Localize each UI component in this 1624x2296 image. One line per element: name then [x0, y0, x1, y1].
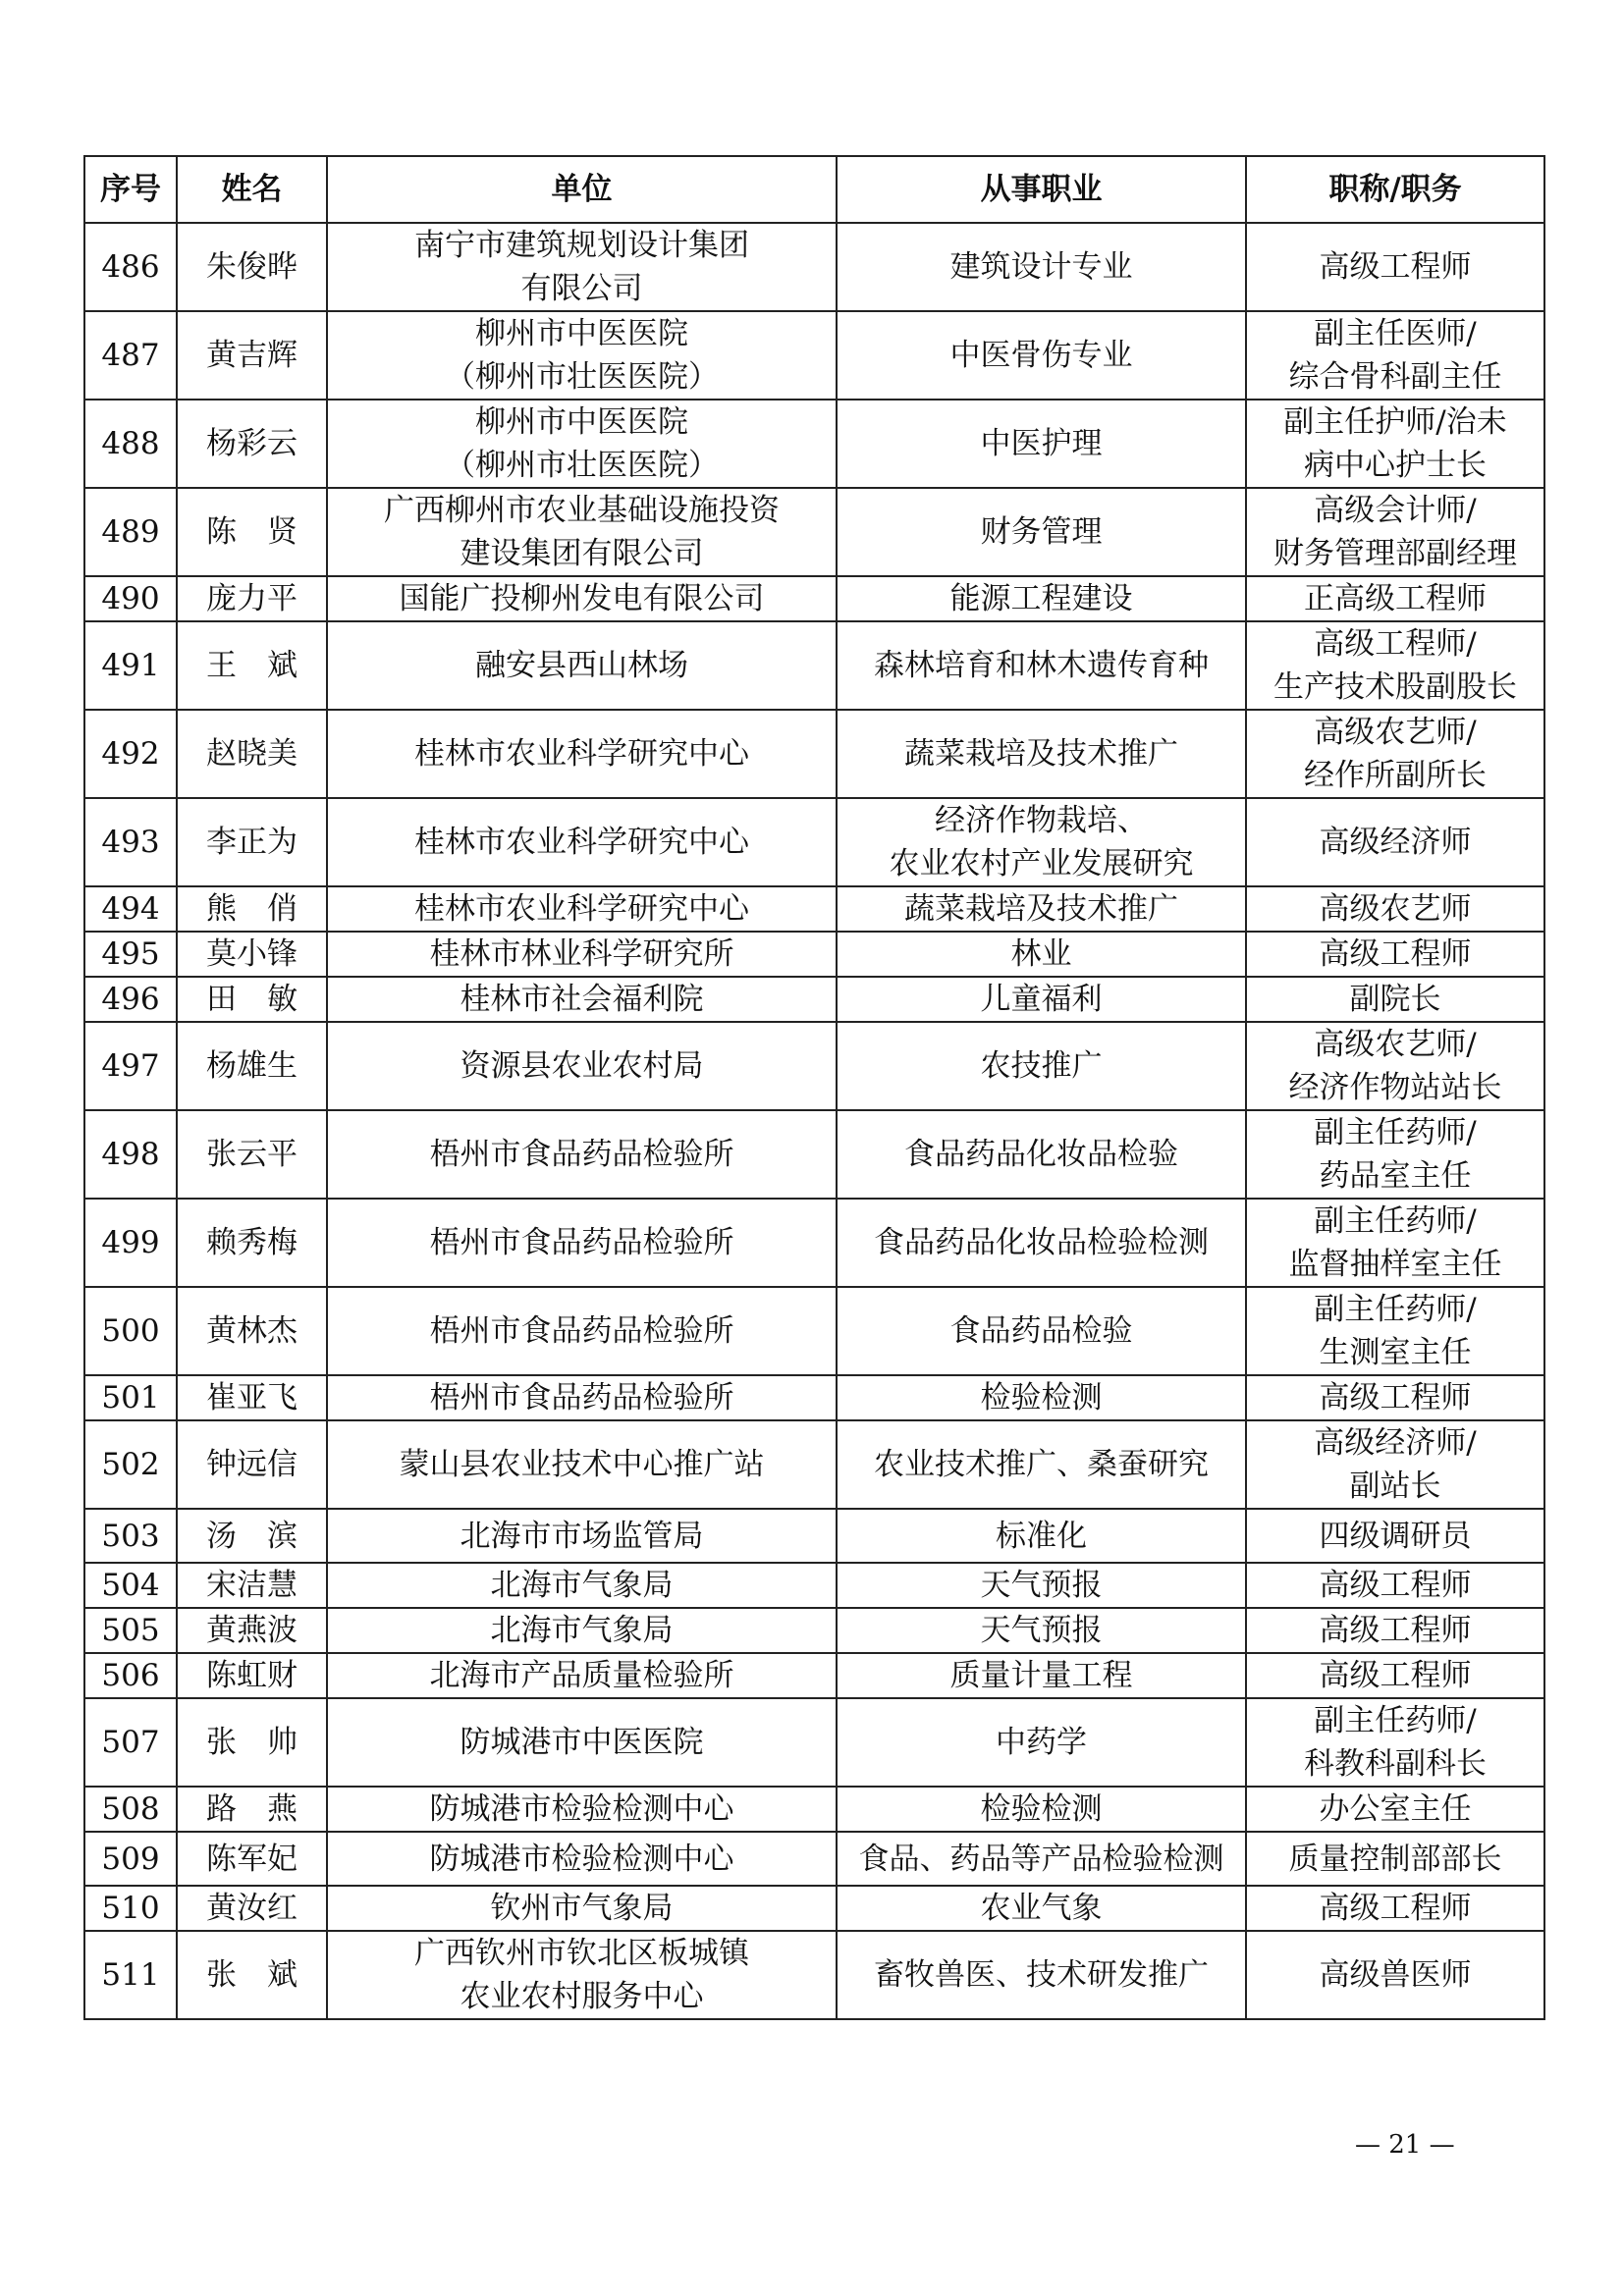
table-row [84, 1608, 1544, 1653]
cell-no: 511 [84, 1931, 177, 2019]
cell-unit: 广西钦州市钦北区板城镇 农业农村服务中心 [327, 1931, 837, 2019]
cell-job: 蔬菜栽培及技术推广 [837, 710, 1246, 798]
cell-name: 王 斌 [177, 621, 327, 710]
cell-name: 黄吉辉 [177, 311, 327, 400]
cell-no: 506 [84, 1653, 177, 1698]
cell-name: 熊 俏 [177, 886, 327, 932]
cell-job: 经济作物栽培、 农业农村产业发展研究 [837, 798, 1246, 886]
cell-name: 陈虹财 [177, 1653, 327, 1698]
cell-job: 质量计量工程 [837, 1653, 1246, 1698]
cell-title: 正高级工程师 [1246, 576, 1544, 621]
table-row [84, 1509, 1544, 1563]
cell-job: 中药学 [837, 1698, 1246, 1787]
table-row [84, 1698, 1544, 1787]
cell-no: 504 [84, 1563, 177, 1608]
cell-no: 500 [84, 1287, 177, 1375]
cell-unit: 柳州市中医医院 （柳州市壮医医院） [327, 400, 837, 488]
cell-unit: 钦州市气象局 [327, 1886, 837, 1931]
cell-title: 高级工程师 [1246, 1608, 1544, 1653]
cell-unit: 南宁市建筑规划设计集团 有限公司 [327, 223, 837, 311]
cell-job: 财务管理 [837, 488, 1246, 576]
cell-name: 黄林杰 [177, 1287, 327, 1375]
cell-name: 杨彩云 [177, 400, 327, 488]
cell-job: 食品药品检验 [837, 1287, 1246, 1375]
table-body [84, 223, 1544, 2019]
table-row [84, 1375, 1544, 1420]
cell-job: 食品药品化妆品检验检测 [837, 1199, 1246, 1287]
cell-title: 高级农艺师/ 经济作物站站长 [1246, 1022, 1544, 1110]
cell-unit: 蒙山县农业技术中心推广站 [327, 1420, 837, 1509]
cell-job: 林业 [837, 932, 1246, 977]
cell-title: 办公室主任 [1246, 1787, 1544, 1832]
cell-name: 张云平 [177, 1110, 327, 1199]
table-row [84, 1832, 1544, 1886]
cell-job: 食品、药品等产品检验检测 [837, 1832, 1246, 1886]
cell-unit: 防城港市检验检测中心 [327, 1787, 837, 1832]
cell-name: 张 斌 [177, 1931, 327, 2019]
cell-job: 检验检测 [837, 1787, 1246, 1832]
cell-title: 副主任医师/ 综合骨科副主任 [1246, 311, 1544, 400]
cell-title: 副主任药师/ 生测室主任 [1246, 1287, 1544, 1375]
table-row [84, 311, 1544, 400]
personnel-table [83, 155, 1545, 2020]
cell-title: 高级农艺师/ 经作所副所长 [1246, 710, 1544, 798]
cell-job: 天气预报 [837, 1608, 1246, 1653]
cell-no: 495 [84, 932, 177, 977]
table-row [84, 488, 1544, 576]
cell-no: 492 [84, 710, 177, 798]
cell-title: 高级工程师/ 生产技术股副股长 [1246, 621, 1544, 710]
header-row [84, 156, 1544, 223]
cell-job: 检验检测 [837, 1375, 1246, 1420]
header-no: 序号 [84, 156, 177, 223]
header-job: 从事职业 [837, 156, 1246, 223]
table-row [84, 798, 1544, 886]
cell-job: 儿童福利 [837, 977, 1246, 1022]
cell-no: 493 [84, 798, 177, 886]
cell-name: 庞力平 [177, 576, 327, 621]
cell-title: 高级工程师 [1246, 1375, 1544, 1420]
cell-unit: 北海市产品质量检验所 [327, 1653, 837, 1698]
cell-name: 黄汝红 [177, 1886, 327, 1931]
cell-job: 建筑设计专业 [837, 223, 1246, 311]
table-row [84, 1886, 1544, 1931]
cell-name: 陈 贤 [177, 488, 327, 576]
table-row [84, 1199, 1544, 1287]
header-title: 职称/职务 [1246, 156, 1544, 223]
cell-unit: 防城港市中医医院 [327, 1698, 837, 1787]
cell-no: 489 [84, 488, 177, 576]
cell-unit: 柳州市中医医院 （柳州市壮医医院） [327, 311, 837, 400]
cell-title: 副主任药师/ 科教科副科长 [1246, 1698, 1544, 1787]
cell-job: 农技推广 [837, 1022, 1246, 1110]
cell-title: 高级工程师 [1246, 1653, 1544, 1698]
cell-name: 田 敏 [177, 977, 327, 1022]
cell-no: 498 [84, 1110, 177, 1199]
cell-name: 黄燕波 [177, 1608, 327, 1653]
cell-no: 488 [84, 400, 177, 488]
cell-title: 副院长 [1246, 977, 1544, 1022]
cell-no: 508 [84, 1787, 177, 1832]
cell-no: 497 [84, 1022, 177, 1110]
cell-unit: 桂林市社会福利院 [327, 977, 837, 1022]
cell-no: 494 [84, 886, 177, 932]
cell-title: 高级经济师 [1246, 798, 1544, 886]
cell-title: 副主任药师/ 监督抽样室主任 [1246, 1199, 1544, 1287]
cell-unit: 国能广投柳州发电有限公司 [327, 576, 837, 621]
cell-no: 510 [84, 1886, 177, 1931]
table-header [84, 156, 1544, 223]
cell-title: 高级工程师 [1246, 223, 1544, 311]
cell-job: 森林培育和林木遗传育种 [837, 621, 1246, 710]
cell-title: 副主任护师/治未 病中心护士长 [1246, 400, 1544, 488]
cell-unit: 融安县西山林场 [327, 621, 837, 710]
cell-name: 李正为 [177, 798, 327, 886]
cell-no: 503 [84, 1509, 177, 1563]
cell-unit: 桂林市农业科学研究中心 [327, 710, 837, 798]
cell-unit: 北海市市场监管局 [327, 1509, 837, 1563]
cell-no: 487 [84, 311, 177, 400]
cell-no: 496 [84, 977, 177, 1022]
cell-name: 宋洁慧 [177, 1563, 327, 1608]
cell-name: 崔亚飞 [177, 1375, 327, 1420]
cell-title: 高级会计师/ 财务管理部副经理 [1246, 488, 1544, 576]
cell-unit: 桂林市农业科学研究中心 [327, 798, 837, 886]
table-row [84, 223, 1544, 311]
cell-name: 钟远信 [177, 1420, 327, 1509]
cell-no: 491 [84, 621, 177, 710]
table-row [84, 1563, 1544, 1608]
cell-unit: 梧州市食品药品检验所 [327, 1199, 837, 1287]
cell-title: 副主任药师/ 药品室主任 [1246, 1110, 1544, 1199]
cell-job: 农业技术推广、桑蚕研究 [837, 1420, 1246, 1509]
table-row [84, 400, 1544, 488]
cell-name: 莫小锋 [177, 932, 327, 977]
cell-job: 农业气象 [837, 1886, 1246, 1931]
table-row [84, 576, 1544, 621]
table-row [84, 710, 1544, 798]
table-row [84, 1931, 1544, 2019]
page-number: — 21 — [1355, 2130, 1455, 2160]
cell-unit: 北海市气象局 [327, 1563, 837, 1608]
cell-name: 张 帅 [177, 1698, 327, 1787]
cell-no: 502 [84, 1420, 177, 1509]
cell-unit: 梧州市食品药品检验所 [327, 1110, 837, 1199]
cell-job: 标准化 [837, 1509, 1246, 1563]
table-row [84, 1287, 1544, 1375]
table-row [84, 1420, 1544, 1509]
cell-title: 质量控制部部长 [1246, 1832, 1544, 1886]
cell-title: 高级工程师 [1246, 1563, 1544, 1608]
cell-job: 食品药品化妆品检验 [837, 1110, 1246, 1199]
cell-unit: 桂林市农业科学研究中心 [327, 886, 837, 932]
cell-unit: 广西柳州市农业基础设施投资 建设集团有限公司 [327, 488, 837, 576]
cell-title: 高级工程师 [1246, 932, 1544, 977]
cell-no: 505 [84, 1608, 177, 1653]
cell-title: 高级经济师/ 副站长 [1246, 1420, 1544, 1509]
table-row [84, 1787, 1544, 1832]
cell-name: 杨雄生 [177, 1022, 327, 1110]
table-row [84, 977, 1544, 1022]
table-row [84, 886, 1544, 932]
cell-job: 中医护理 [837, 400, 1246, 488]
cell-job: 蔬菜栽培及技术推广 [837, 886, 1246, 932]
cell-no: 490 [84, 576, 177, 621]
cell-job: 畜牧兽医、技术研发推广 [837, 1931, 1246, 2019]
cell-job: 能源工程建设 [837, 576, 1246, 621]
cell-title: 高级农艺师 [1246, 886, 1544, 932]
cell-job: 天气预报 [837, 1563, 1246, 1608]
cell-unit: 北海市气象局 [327, 1608, 837, 1653]
cell-title: 四级调研员 [1246, 1509, 1544, 1563]
table-row [84, 1110, 1544, 1199]
table-row [84, 1022, 1544, 1110]
table-row [84, 621, 1544, 710]
cell-no: 507 [84, 1698, 177, 1787]
table-row [84, 932, 1544, 977]
cell-unit: 梧州市食品药品检验所 [327, 1287, 837, 1375]
cell-title: 高级工程师 [1246, 1886, 1544, 1931]
cell-unit: 梧州市食品药品检验所 [327, 1375, 837, 1420]
cell-no: 499 [84, 1199, 177, 1287]
cell-no: 486 [84, 223, 177, 311]
cell-job: 中医骨伤专业 [837, 311, 1246, 400]
header-unit: 单位 [327, 156, 837, 223]
cell-unit: 防城港市检验检测中心 [327, 1832, 837, 1886]
table-row [84, 1653, 1544, 1698]
cell-name: 陈军妃 [177, 1832, 327, 1886]
cell-name: 路 燕 [177, 1787, 327, 1832]
cell-name: 汤 滨 [177, 1509, 327, 1563]
cell-name: 赖秀梅 [177, 1199, 327, 1287]
cell-name: 朱俊晔 [177, 223, 327, 311]
cell-title: 高级兽医师 [1246, 1931, 1544, 2019]
cell-unit: 桂林市林业科学研究所 [327, 932, 837, 977]
cell-unit: 资源县农业农村局 [327, 1022, 837, 1110]
header-name: 姓名 [177, 156, 327, 223]
cell-name: 赵晓美 [177, 710, 327, 798]
cell-no: 509 [84, 1832, 177, 1886]
cell-no: 501 [84, 1375, 177, 1420]
